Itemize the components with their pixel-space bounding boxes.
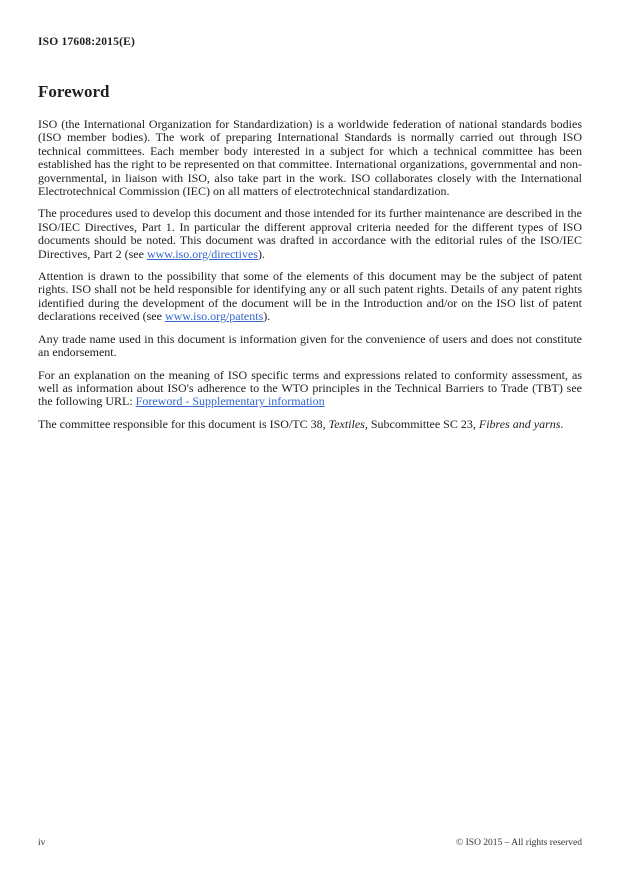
page-number: iv [38,838,46,848]
hyperlink[interactable]: Foreword - Supplementary information [135,394,325,409]
italic-text: Fibres and yarns [478,416,561,431]
body-paragraph [38,418,582,431]
copyright-notice: © ISO 2015 – All rights reserved [456,838,582,848]
foreword-paragraphs [38,118,582,431]
document-reference: ISO 17608:2015(E) [38,36,136,48]
body-paragraph [38,333,582,360]
page-content [38,0,582,440]
italic-text: Textiles [328,416,365,431]
paragraph-text: ). [263,309,271,324]
paragraph-text: The procedures used to develop this document and those intended for its further maintenance are described in the ISO/IEC Directives, Part 1. In particular the different approval criteria needed for the different types of ISO documents should be noted. This document was drafted in accordance with the editorial rules of the ISO/IEC Directives, Part 2 (see [38,206,582,261]
hyperlink[interactable]: www.iso.org/patents [164,309,264,324]
body-paragraph [38,369,582,409]
paragraph-text: The committee responsible for this document is ISO/TC 38, [38,416,329,431]
section-title-foreword: Foreword [38,82,110,101]
paragraph-text: Attention is drawn to the possibility that some of the elements of this document may be the subject of patent rights. ISO shall not be held responsible for identifying any or all such patent rights. Details of any patent rights identified during the development of the document will be in the Introduction and/or on the ISO list of patent declarations received (see [38,269,582,324]
paragraph-text: ). [257,246,265,261]
paragraph-text: , Subcommittee SC 23, [364,416,479,431]
body-paragraph [38,118,582,198]
paragraph-text: For an explanation on the meaning of ISO specific terms and expressions related to conformity assessment, as well as information about ISO's adherence to the WTO principles in the Technical Barriers to Trade (TBT) see the following URL: [38,367,582,409]
hyperlink[interactable]: www.iso.org/directives [146,246,258,261]
paragraph-text: ISO (the International Organization for Standardization) is a worldwide federation of national standards bodies (ISO member bodies). The work of preparing International Standards is normally carried out through ISO technical committees. Each member body interested in a subject for which a technical committee has been established has the right to be represented on that committee. International organizations, governmental and non-governmental, in liaison with ISO, also take part in the work. ISO collaborates closely with the International Electrotechnical Commission (IEC) on all matters of electrotechnical standardization. [38,117,582,199]
paragraph-text: . [560,416,564,431]
body-paragraph [38,270,582,324]
body-paragraph [38,207,582,261]
page-footer [38,838,582,848]
paragraph-text: Any trade name used in this document is information given for the convenience of users and does not constitute an endorsement. [38,331,582,360]
